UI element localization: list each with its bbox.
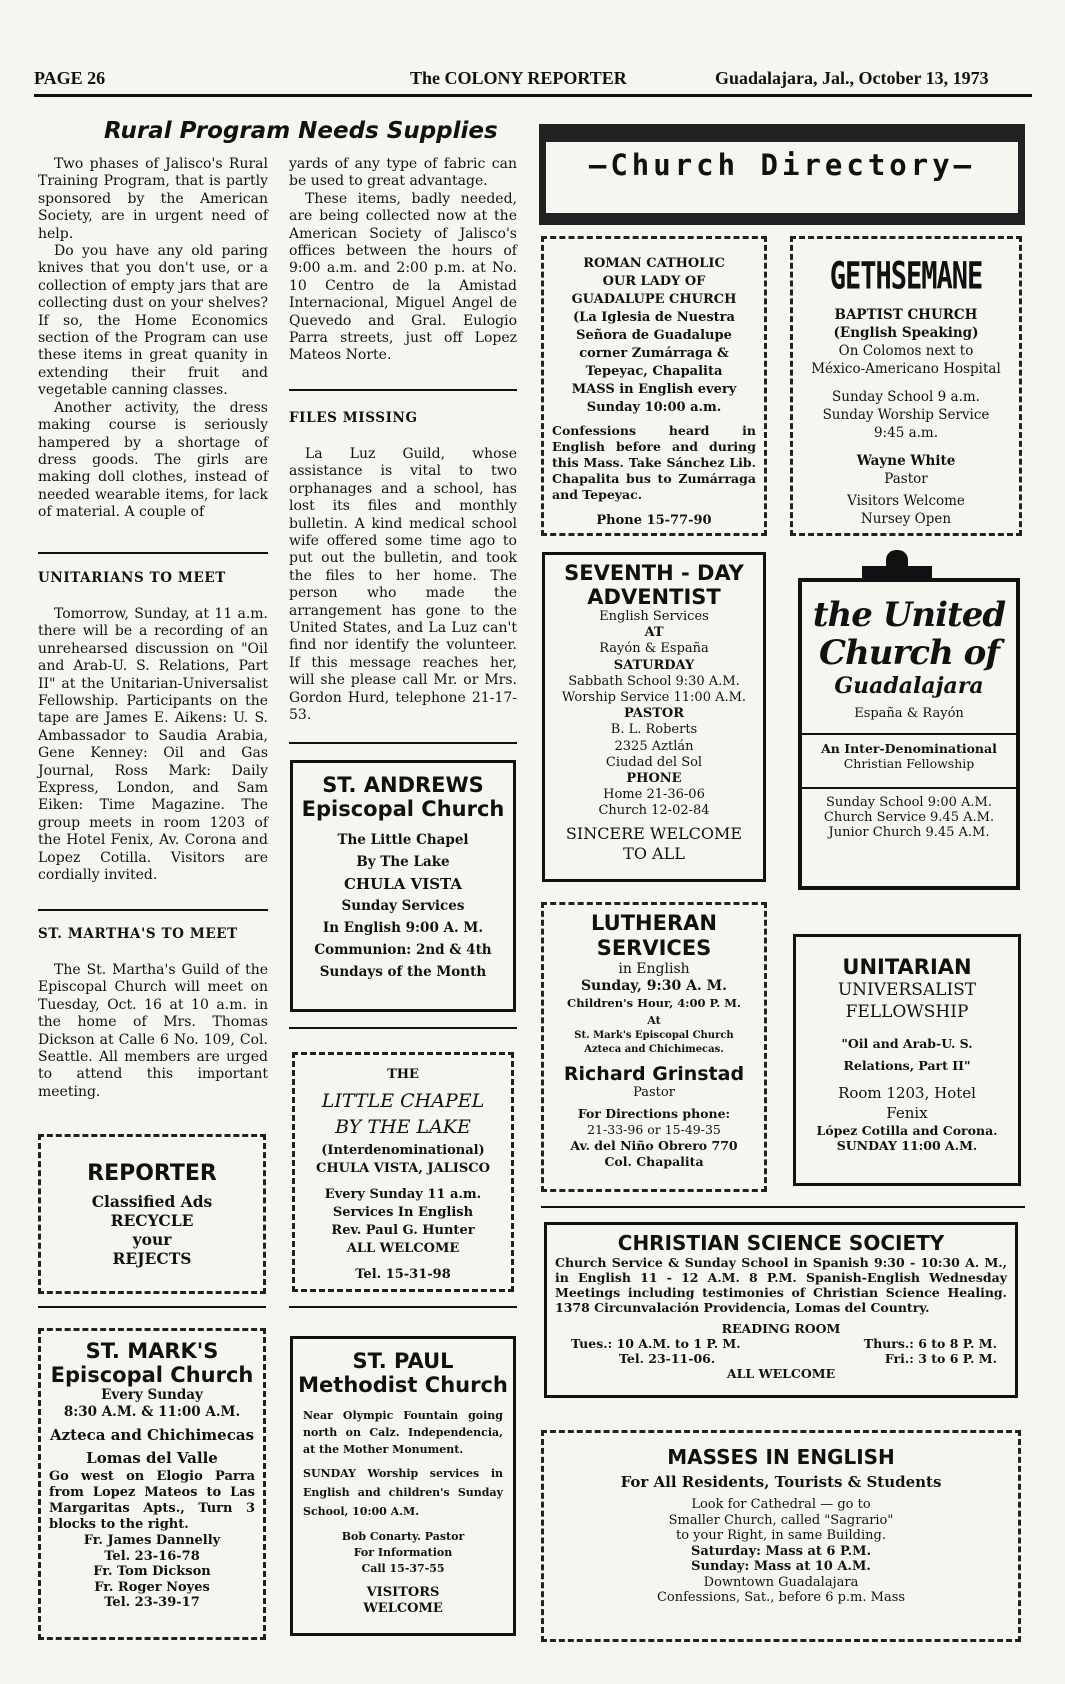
lutheran-title: LUTHERAN bbox=[591, 911, 717, 935]
reading-room-title: READING ROOM bbox=[721, 1321, 841, 1336]
ad-line: Tel. 23-16-78 bbox=[104, 1548, 200, 1564]
ad-line: in English bbox=[618, 961, 690, 977]
rural-paragraph: yards of any type of fabric can be used to great advantage. bbox=[289, 156, 517, 190]
ad-line: By The Lake bbox=[356, 854, 450, 870]
ad-line: Children's Hour, 4:00 P. M. bbox=[567, 996, 741, 1010]
ad-line: SATURDAY bbox=[613, 657, 695, 673]
ad-line: Pastor bbox=[884, 471, 928, 487]
ad-line: Confessions, Sat., before 6 p.m. Mass bbox=[656, 1590, 906, 1605]
adventist-welcome: SINCERE WELCOME bbox=[565, 823, 743, 843]
little-chapel-title: LITTLE CHAPEL bbox=[321, 1090, 485, 1112]
ad-line: 21-33-96 or 15-49-35 bbox=[587, 1122, 721, 1137]
adventist-title: SEVENTH - DAY bbox=[564, 561, 744, 585]
adventist-title: ADVENTIST bbox=[587, 585, 721, 609]
unitarian-ad bbox=[793, 934, 1021, 1186]
page-number: PAGE 26 bbox=[34, 68, 106, 88]
united-title: Guadalajara bbox=[834, 673, 984, 699]
tues-hours: Tues.: 10 A.M. to 1 P. M. bbox=[571, 1336, 741, 1351]
roman-catholic-confessions: Confessions heard in English before and during this Mass. Take Sánchez Lib. Chapalita bus to Zumárraga and Tepeyac. bbox=[552, 423, 756, 502]
ad-line: Fenix bbox=[886, 1104, 928, 1122]
ad-line: Every Sunday bbox=[101, 1387, 203, 1403]
ad-line: ROMAN CATHOLIC bbox=[583, 256, 725, 271]
gethsemane-ad bbox=[790, 236, 1022, 536]
ad-line: Sunday 10:00 a.m. bbox=[586, 400, 722, 415]
ad-line: PHONE bbox=[626, 771, 682, 787]
directory-banner-left bbox=[539, 124, 546, 225]
ad-line: ALL WELCOME bbox=[346, 1241, 460, 1256]
rural-paragraph: These items, badly needed, are being collected now at the American Society of Jalisco's offices between the hours of 9:00 a.m. and 2:00 p.m. at No. 10 Centro de la Amistad Internacional, Miguel Angel de Quevedo and Gral. Eulogio Parra streets, just off Lopez Mateos Norte. bbox=[289, 190, 517, 364]
lutheran-pastor: Pastor bbox=[633, 1085, 675, 1100]
divider bbox=[38, 1306, 266, 1308]
ad-line: On Colomos next to bbox=[838, 343, 974, 359]
ad-line: B. L. Roberts bbox=[610, 722, 698, 738]
ad-line: Sunday: Mass at 10 A.M. bbox=[691, 1559, 871, 1574]
ad-line: Rayón & España bbox=[599, 641, 709, 657]
newspaper-name: The COLONY REPORTER bbox=[410, 68, 627, 88]
ad-line: Junior Church 9.45 A.M. bbox=[828, 825, 990, 840]
fri-hours: Fri.: 3 to 6 P. M. bbox=[884, 1351, 997, 1366]
st-paul-services: SUNDAY Worship services in English and children's Sunday School, 10:00 A.M. bbox=[303, 1467, 503, 1518]
ad-line: CHULA VISTA bbox=[343, 875, 463, 893]
reporter-ad bbox=[38, 1134, 266, 1294]
st-andrews-subtitle: Episcopal Church bbox=[301, 797, 505, 821]
roman-catholic-ad bbox=[541, 236, 767, 536]
ad-line: PASTOR bbox=[623, 706, 685, 722]
ad-line: Tel. 15-31-98 bbox=[355, 1267, 451, 1282]
masses-ad bbox=[541, 1430, 1021, 1642]
rural-col1 bbox=[38, 156, 268, 522]
ad-line: Communion: 2nd & 4th bbox=[314, 942, 492, 958]
header-rule bbox=[34, 94, 1032, 97]
ad-line: Services In English bbox=[332, 1205, 474, 1220]
directory-title: —Church Directory— bbox=[588, 148, 976, 182]
ad-line: Lomas del Valle bbox=[86, 1449, 218, 1467]
united-inter: An Inter-Denominational bbox=[821, 741, 997, 756]
adventist-welcome: TO ALL bbox=[623, 843, 685, 863]
united-times bbox=[802, 787, 1016, 840]
christian-science-welcome: ALL WELCOME bbox=[726, 1366, 836, 1381]
united-title: Church of bbox=[819, 633, 999, 673]
masses-title: MASSES IN ENGLISH bbox=[667, 1445, 895, 1469]
ad-line: Sundays of the Month bbox=[319, 964, 487, 980]
ad-line: Saturday: Mass at 6 P.M. bbox=[690, 1543, 872, 1559]
ad-line: Ciudad del Sol bbox=[605, 754, 703, 770]
ad-line: Room 1203, Hotel bbox=[838, 1084, 976, 1102]
st-paul-title: ST. PAUL bbox=[352, 1349, 454, 1373]
roman-catholic-phone: Phone 15-77-90 bbox=[596, 513, 712, 528]
reporter-ad-title: REPORTER bbox=[87, 1161, 217, 1186]
ad-line: Downtown Guadalajara bbox=[703, 1574, 859, 1590]
united-inter: Christian Fellowship bbox=[843, 756, 975, 771]
lutheran-ad bbox=[541, 902, 767, 1192]
ad-line: CHULA VISTA, JALISCO bbox=[316, 1161, 490, 1176]
ad-line: Visitors Welcome bbox=[847, 493, 965, 509]
ad-line: corner Zumárraga & bbox=[579, 346, 729, 361]
rural-paragraph: Another activity, the dress making course is seriously hampered by a shortage of dress goods. The girls are making doll clothes, instead of needed wearable items, for lack of material. A couple of bbox=[38, 399, 268, 521]
divider bbox=[289, 389, 517, 391]
ad-line: Azteca and Chichimecas. bbox=[584, 1044, 724, 1055]
st-marks-subtitle: Episcopal Church bbox=[50, 1363, 254, 1387]
divider bbox=[38, 909, 268, 911]
ad-line: RECYCLE bbox=[110, 1211, 194, 1230]
rural-title: Rural Program Needs Supplies bbox=[104, 118, 498, 144]
ad-line: Nursey Open bbox=[860, 511, 952, 527]
ad-line: Fr. James Dannelly bbox=[83, 1533, 221, 1548]
unitarians-title: UNITARIANS TO MEET bbox=[38, 570, 226, 586]
gethsemane-title: GETHSEMANE bbox=[829, 254, 983, 299]
ad-line: Fr. Tom Dickson bbox=[93, 1564, 211, 1579]
christian-science-ad bbox=[544, 1222, 1018, 1398]
ad-line: Col. Chapalita bbox=[604, 1154, 704, 1169]
ad-line: GUADALUPE CHURCH bbox=[571, 292, 737, 307]
directory-banner-right bbox=[1018, 124, 1025, 225]
directory-banner-top bbox=[539, 124, 1025, 142]
ad-line: 9:45 a.m. bbox=[873, 425, 939, 441]
ad-line: Bob Conarty. Pastor bbox=[341, 1530, 465, 1543]
ad-line: AT bbox=[644, 625, 664, 641]
ad-line: VISITORS bbox=[366, 1585, 440, 1600]
united-church-ad bbox=[798, 578, 1020, 890]
ad-line: López Cotilla and Corona. bbox=[816, 1123, 998, 1138]
adventist-ad bbox=[542, 552, 766, 882]
files-title: FILES MISSING bbox=[289, 410, 418, 426]
st-marks-directions: Go west on Elogio Parra from Lopez Mateos to Las Margaritas Apts., Turn 3 blocks to the right. bbox=[49, 1469, 255, 1532]
ad-line: Every Sunday 11 a.m. bbox=[324, 1187, 482, 1202]
reading-room-hours bbox=[555, 1336, 1007, 1366]
martha-title: ST. MARTHA'S TO MEET bbox=[38, 926, 238, 942]
reading-room-tel: Tel. 23-11-06. bbox=[619, 1351, 716, 1366]
ad-line: Church 12-02-84 bbox=[598, 803, 710, 819]
martha-article bbox=[38, 962, 268, 1101]
ad-line: Fr. Roger Noyes bbox=[94, 1579, 210, 1595]
ad-line: 8:30 A.M. & 11:00 A.M. bbox=[63, 1404, 241, 1420]
st-andrews-title: ST. ANDREWS bbox=[322, 773, 484, 797]
files-body: La Luz Guild, whose assistance is vital to two orphanages and a school, has lost its files and monthly bulletin. A kind medical school wife offered some time ago to put out the bulletin, and took the files to her home. The person who made the arrangement has gone to the United States, and La Luz can't find nor identify the volunteer. If this message reaches her, will she please call Mr. or Mrs. Gordon Hurd, telephone 21-17-53. bbox=[289, 446, 517, 724]
united-title: the United bbox=[812, 595, 1006, 635]
unitarians-article bbox=[38, 606, 268, 885]
unitarian-topic: Relations, Part II" bbox=[843, 1058, 971, 1073]
ad-line: BAPTIST CHURCH bbox=[834, 307, 978, 323]
ad-line: Sunday School 9 a.m. bbox=[832, 389, 980, 405]
st-paul-location: Near Olympic Fountain going north on Calz. Independencia, at the Mother Monument. bbox=[303, 1409, 503, 1456]
ad-line: Home 21-36-06 bbox=[603, 787, 705, 803]
divider bbox=[289, 1027, 517, 1029]
little-chapel-title: BY THE LAKE bbox=[335, 1116, 471, 1138]
little-chapel-the: THE bbox=[387, 1067, 419, 1082]
ad-line: to your Right, in same Building. bbox=[676, 1528, 886, 1543]
masses-subtitle: For All Residents, Tourists & Students bbox=[620, 1473, 942, 1491]
ad-line: Sunday School 9:00 A.M. bbox=[826, 795, 992, 810]
united-fellowship bbox=[802, 733, 1016, 771]
ad-line: Azteca and Chichimecas bbox=[49, 1426, 255, 1444]
ad-line: Sunday Services bbox=[341, 898, 465, 914]
reporter-ad-lines bbox=[41, 1192, 263, 1268]
ad-line: At bbox=[647, 1014, 661, 1027]
little-chapel-ad bbox=[292, 1052, 514, 1292]
ad-line: (Interdenominational) bbox=[321, 1143, 485, 1158]
ad-line: Look for Cathedral — go to bbox=[691, 1497, 871, 1512]
unitarian-topic: "Oil and Arab-U. S. bbox=[841, 1036, 973, 1051]
st-marks-ad bbox=[38, 1328, 266, 1640]
ad-line: Wayne White bbox=[856, 453, 956, 469]
ad-line: Classified Ads bbox=[91, 1192, 213, 1211]
ad-line: Tel. 23-39-17 bbox=[104, 1595, 200, 1610]
ad-line: St. Mark's Episcopal Church bbox=[574, 1030, 734, 1041]
unitarian-sub: FELLOWSHIP bbox=[845, 1002, 969, 1022]
christian-science-body: Church Service & Sunday School in Spanish 9:30 - 10:30 A. M., in English 11 - 12 A.M. 8 P.M. Spanish-English Wednesday Meetings including testimonies of Christian Science Healing. 1378 Circunvalación Providencia, Lomas del Country. bbox=[555, 1255, 1007, 1315]
dateline: Guadalajara, Jal., October 13, 1973 bbox=[715, 68, 989, 88]
rural-paragraph: Do you have any old paring knives that you don't use, or a collection of empty jars that are collecting dust on your shelves? If so, the Home Economics section of the Program can use these items in great quanity in extending their fruit and vegetable canning classes. bbox=[38, 243, 268, 399]
ad-line: Sabbath School 9:30 A.M. bbox=[568, 673, 740, 689]
thurs-hours: Thurs.: 6 to 8 P. M. bbox=[863, 1336, 997, 1351]
martha-body: The St. Martha's Guild of the Episcopal Church will meet on Tuesday, Oct. 16 at 10 a.m. in the home of Mrs. Thomas Dickson at Calle 6 No. 109, Col. Seattle. All members are urged to attend this important meeting. bbox=[38, 962, 268, 1100]
ad-line: México-Americano Hospital bbox=[811, 361, 1001, 377]
files-article bbox=[289, 446, 517, 725]
st-paul-ad bbox=[290, 1336, 516, 1636]
ad-line: Rev. Paul G. Hunter bbox=[331, 1223, 475, 1238]
ad-line: Av. del Niño Obrero 770 bbox=[570, 1138, 738, 1153]
st-andrews-ad bbox=[290, 760, 516, 1012]
united-address: España & Rayón bbox=[854, 706, 964, 721]
ad-line: (La Iglesia de Nuestra bbox=[573, 310, 735, 325]
lutheran-pastor-name: Richard Grinstad bbox=[563, 1063, 745, 1085]
ad-line: Sunday, 9:30 A. M. bbox=[580, 978, 728, 994]
divider bbox=[38, 552, 268, 554]
st-marks-title: ST. MARK'S bbox=[85, 1339, 219, 1363]
ad-line: Señora de Guadalupe bbox=[576, 328, 732, 343]
christian-science-title: CHRISTIAN SCIENCE SOCIETY bbox=[617, 1231, 945, 1255]
unitarians-body: Tomorrow, Sunday, at 11 a.m. there will be a recording of an unrehearsed discussion on "Oil and Arab-U. S. Relations, Part II" at the Unitarian-Universalist Fellowship. Participants on the tape are James E. Aikens: U. S. Ambassador to Saudia Arabia, Gene Kenney: Oil and Gas Journal, Ross Mark: Daily Express, London, and Sam Eiken: Time Magazine. The group meets in room 1203 of the Hotel Fenix, Av. Corona and Lopez Cotilla. Visitors are cordially invited. bbox=[38, 606, 268, 884]
ad-line: your bbox=[132, 1230, 172, 1249]
ad-line: The Little Chapel bbox=[337, 832, 469, 848]
ad-line: SUNDAY 11:00 A.M. bbox=[836, 1138, 978, 1153]
rural-paragraph: Two phases of Jalisco's Rural Training Program, that is partly sponsored by the American Society, are in urgent need of help. bbox=[38, 156, 268, 242]
lutheran-title: SERVICES bbox=[596, 936, 712, 960]
rural-col2 bbox=[289, 156, 517, 365]
ad-line: Call 15-37-55 bbox=[361, 1562, 445, 1575]
ad-line: Tepeyac, Chapalita bbox=[585, 364, 723, 379]
divider bbox=[541, 1206, 1025, 1208]
st-paul-subtitle: Methodist Church bbox=[298, 1373, 508, 1397]
ad-line: For Directions phone: bbox=[577, 1106, 731, 1121]
ad-line: Church Service 9.45 A.M. bbox=[823, 810, 995, 825]
ad-line: Worship Service 11:00 A.M. bbox=[561, 690, 747, 706]
ad-line: Sunday Worship Service bbox=[822, 407, 990, 423]
ad-line: In English 9:00 A. M. bbox=[322, 920, 484, 936]
divider bbox=[289, 1306, 517, 1308]
ad-line: English Services bbox=[599, 609, 709, 624]
ad-line: MASS in English every bbox=[571, 382, 737, 397]
ad-line: Smaller Church, called "Sagrario" bbox=[668, 1512, 894, 1528]
ad-line: For Information bbox=[353, 1546, 453, 1559]
unitarian-title: UNITARIAN bbox=[842, 955, 972, 979]
ad-line: WELCOME bbox=[363, 1601, 443, 1616]
ad-line: OUR LADY OF bbox=[602, 274, 706, 289]
ad-line: (English Speaking) bbox=[833, 325, 979, 341]
divider bbox=[289, 742, 517, 744]
ad-line: 2325 Aztlán bbox=[614, 738, 694, 754]
unitarian-sub: UNIVERSALIST bbox=[837, 980, 977, 1000]
directory-banner-bottom bbox=[539, 213, 1025, 225]
ad-line: REJECTS bbox=[112, 1249, 192, 1268]
